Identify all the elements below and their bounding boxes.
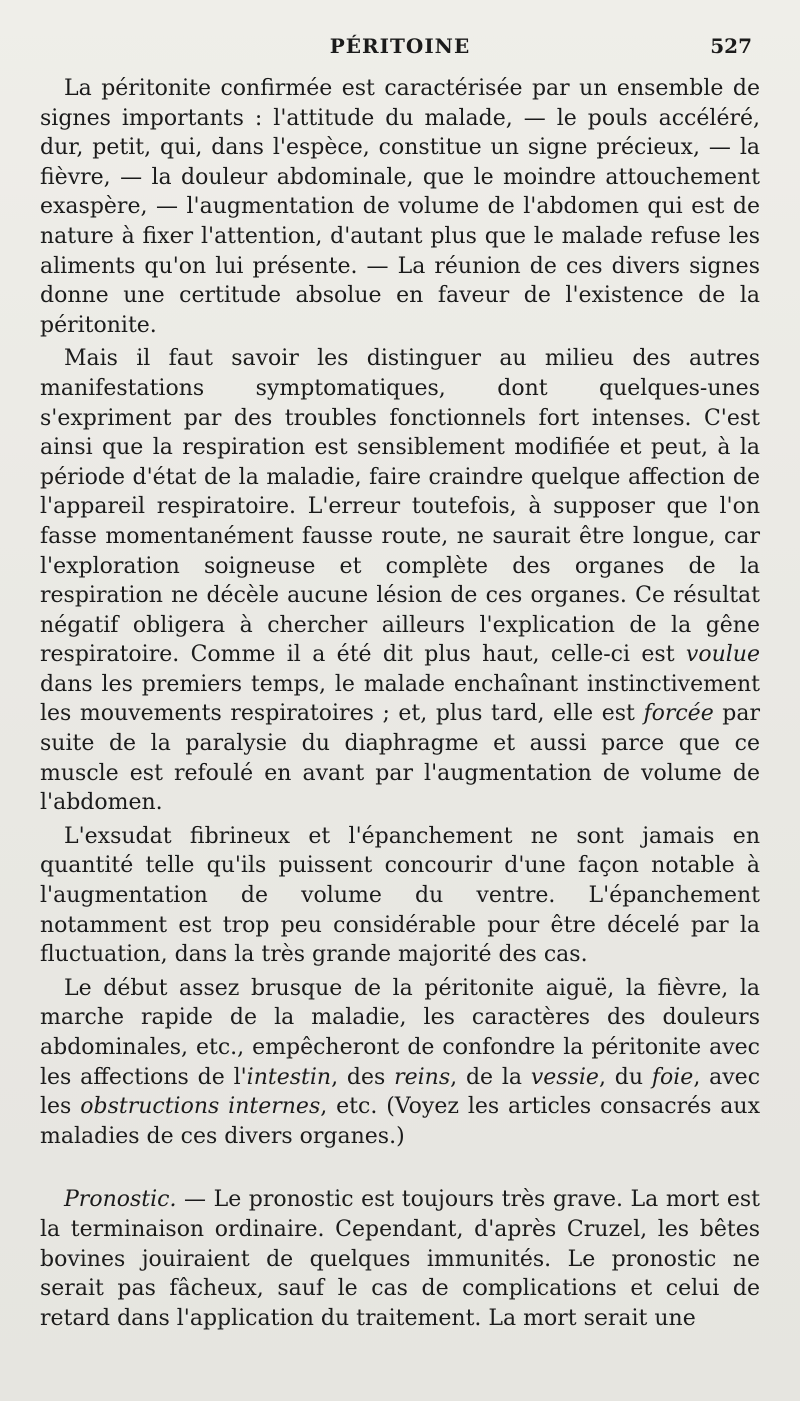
body-text bbox=[40, 74, 760, 1333]
text-segment: dans les premiers temps, le malade enchaînant instinctivement les mouvements respiratoires ; et, plus tard, elle est bbox=[40, 671, 760, 727]
text-segment: , du bbox=[598, 1064, 644, 1090]
running-head bbox=[40, 34, 760, 64]
paragraph-text: La péritonite confirmée est caractérisée par un ensemble de signes importants : l'attitude du malade, — le pouls accéléré, dur, petit, qui, dans l'espèce, constitue un signe précieux, — la fièvre, — la douleur abdominale, que le moindre attouchement exaspère, — l'augmentation de volume de l'abdomen qui est de nature à fixer l'attention, d'autant plus que le malade refuse les aliments qu'on lui présente. — La réunion de ces divers signes donne une certitude absolue en faveur de l'existence de la péritonite. bbox=[40, 76, 760, 338]
page-number: 527 bbox=[710, 34, 752, 58]
italic-term: intestin bbox=[246, 1064, 332, 1090]
text-segment: , de la bbox=[450, 1064, 523, 1090]
text-segment: Le début assez brusque de la péritonite aiguë, la fièvre, la marche rapide de la maladie, les caractères des douleurs abdominales, etc., empêcheront de confondre la péritonite avec les affections de l' bbox=[40, 975, 760, 1090]
text-segment: , etc. (Voyez les articles consacrés aux maladies de ces divers organes.) bbox=[40, 1094, 760, 1149]
italic-term: forcée bbox=[643, 701, 714, 727]
text-segment: , des bbox=[331, 1064, 386, 1090]
italic-term: obstructions internes bbox=[80, 1094, 321, 1120]
text-segment: Mais il faut savoir les distinguer au milieu des autres manifestations symptomatiques, dont quelques-unes s'expriment par des troubles fonctionnels fort intenses. C'est ainsi que la respiration est sensiblement modifiée et peut, à la période d'état de la maladie, faire craindre quelque affection de l'appareil respiratoire. L'erreur toutefois, à supposer que l'on fasse momentanément fausse route, ne saurait être longue, car l'exploration soigneuse et complète des organes de la respiration ne décèle aucune lésion de ces organes. Ce résultat négatif obligera à chercher ailleurs l'explication de la gêne respiratoire. Comme il a été dit plus haut, celle-ci est bbox=[40, 346, 760, 668]
paragraph-signs bbox=[40, 74, 760, 340]
italic-term: voulue bbox=[685, 642, 760, 668]
text-segment: , avec les bbox=[40, 1064, 761, 1120]
italic-term: vessie bbox=[530, 1064, 599, 1090]
paragraph-differential bbox=[40, 974, 760, 1152]
paragraph-distinguish bbox=[40, 344, 760, 818]
section-heading: Pronostic. bbox=[64, 1187, 177, 1213]
paragraph-text: — Le pronostic est toujours très grave. La mort est la terminaison ordinaire. Cependant, d'après Cruzel, les bêtes bovines jouiraient de quelques immunités. Le pronostic ne serait pas fâcheux, sauf le cas de complications et celui de retard dans l'application du traitement. La mort serait une bbox=[40, 1187, 760, 1331]
italic-term: foie bbox=[651, 1064, 694, 1090]
paragraph-pronostic bbox=[40, 1185, 760, 1333]
italic-term: reins bbox=[394, 1064, 451, 1090]
paragraph-exsudat bbox=[40, 822, 760, 970]
paragraph-text: L'exsudat fibrineux et l'épanchement ne sont jamais en quantité telle qu'ils puissent concourir d'une façon notable à l'augmentation de volume du ventre. L'épanchement notamment est trop peu considérable pour être décelé par la fluctuation, dans la très grande majorité des cas. bbox=[40, 823, 760, 968]
page-title: PÉRITOINE bbox=[329, 34, 471, 58]
text-segment: par suite de la paralysie du diaphragme et aussi parce que ce muscle est refoulé en avant par l'augmentation de volume de l'abdomen. bbox=[40, 701, 760, 816]
